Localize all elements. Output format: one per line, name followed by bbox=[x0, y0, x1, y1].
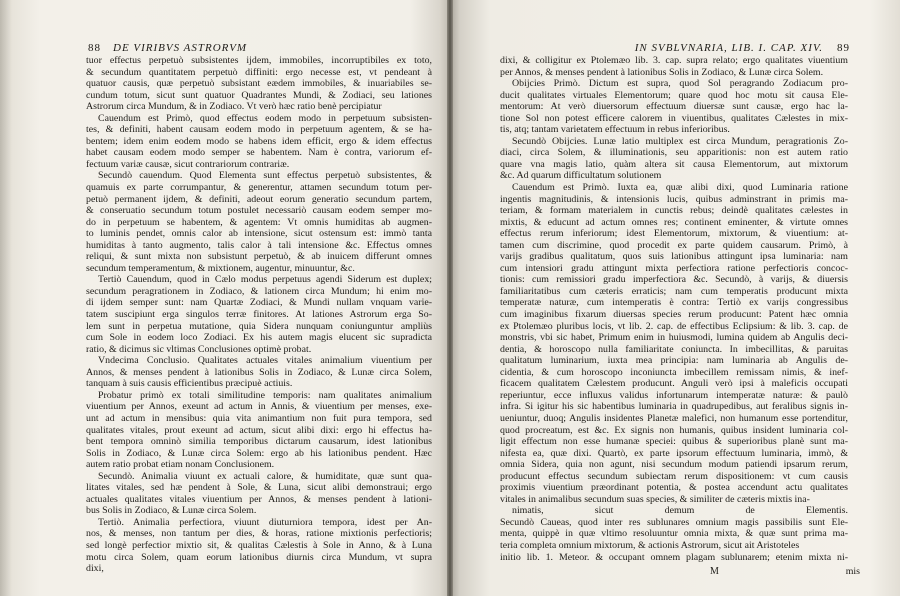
text-line: mixtis, & educunt ad actum omnes res; continent eminenter, & virtute omnes bbox=[500, 216, 848, 228]
text-line: Secundò Caueas, quod inter res sublunares omnium magis passibilis sunt Ele- bbox=[500, 516, 848, 528]
text-line: familiaritatibus cum cæteris erraticis; nam cum temperatis producunt mixta bbox=[500, 285, 848, 297]
text-line: actuales qualitates vitales viuentium per Annos, & menses pendent à lationi- bbox=[86, 493, 432, 505]
text-line: ueniuntur, duoq; Angulis insidentes Planetæ malefici, non humanum esse portenditur, bbox=[500, 412, 848, 424]
text-line: bentem; idem enim eodem modo se habens idem efficit, ergo & idem effectus bbox=[86, 135, 432, 147]
text-line: vitales in animalibus secundum suas species, & similiter de cæteris mixtis ina- bbox=[500, 493, 810, 505]
text-line: dentia, & horoscopo nulla familiaritate coniuncta. In imbecillitas, & paruitas bbox=[500, 343, 848, 355]
text-line: qualitatum luminarium, iuxta mea principia: nam luminaria ab Angulis de- bbox=[500, 355, 848, 367]
text-line: cum Sole in eodem loco Zodiaci. Ex his autem magis elucent sic supradicta bbox=[86, 332, 432, 344]
text-line: &c. Ad quarum difficultatum solutionem bbox=[500, 170, 662, 182]
text-line: litates vitales, sed hæ pendent à Sole, & Luna, sicut alibi demonstraui; ergo bbox=[86, 482, 432, 494]
text-line: sed longè perfectior mixtio sit, & qualitas Cælestis à Sole in Anno, & à Luna bbox=[86, 539, 432, 551]
text-line: Cauendum est Primò, quod effectus eodem modo in perpetuum subsisten- bbox=[98, 112, 432, 124]
text-line: & secundum quantitatem perpetuò diffiniti: ergo necesse est, vt pendeant à bbox=[86, 66, 432, 78]
text-line: tamen cum discrimine, quod procedit ex parte quidem causarum. Primò, à bbox=[500, 239, 848, 251]
text-line: bent tempora omninò similia temporibus dictarum causarum, idest lationibus bbox=[86, 436, 432, 448]
text-line: fectuum variæ causæ, sicut contrariorum contrariæ. bbox=[86, 158, 290, 170]
text-line: quatuor causis, quæ perpetuò subsistant eædem immobiles, & inuariabiles se- bbox=[86, 78, 432, 90]
text-line: monstris, vbi sic habet, Primum enim in huiusmodi, lumina quidem ab Angulis deci- bbox=[500, 332, 848, 344]
text-line: bus Solis in Zodiaco, & Lunæ circa Solem. bbox=[86, 505, 257, 517]
text-line: humiditas à tanto augmento, talis calor à tali intensione &c. Effectus omnes bbox=[86, 239, 432, 251]
text-line: viuentium per Annos, exeunt ad actum in Annis, & viuentium per menses, exe- bbox=[86, 401, 432, 413]
text-line: qualitates vitales, prout exeunt ad actum, sicut alibi dixi: ergo hi effectus ha- bbox=[86, 424, 432, 436]
left-page-text bbox=[86, 55, 432, 575]
text-line: cundum totum, sicut sunt quatuor Quadrantes Mundi, & Zodiaci, seu lationes bbox=[86, 89, 432, 101]
text-line: secundum peragrationem in Zodiaco, & lationem circa Mundum; hi enim mo- bbox=[86, 285, 432, 297]
text-line: ligit effectum non esse humanæ speciei: quibus & superioribus planè sunt ma- bbox=[500, 436, 848, 448]
left-running-title: DE VIRIBVS ASTRORVM bbox=[113, 42, 248, 54]
right-page-text bbox=[500, 55, 848, 563]
text-line: Obijcies Primò. Dictum est supra, quod Sol peragrando Zodiacum pro- bbox=[512, 78, 848, 90]
text-line: autem ratio probat etiam nonam Conclusionem. bbox=[86, 459, 275, 471]
text-line: Cauendum est Primò. Iuxta ea, quæ alibi dixi, quod Luminaria ratione bbox=[512, 182, 848, 194]
text-line: teriam, & formam materialem in cunctis rebus; deindè qualitates cælestes in bbox=[500, 205, 848, 217]
text-line: quare vna magis latio, quàm altera sit causa Elementorum, aut mixtorum bbox=[500, 158, 848, 170]
text-line: Secundò cauendum. Quod Elementa sunt effectus perpetuò subsistentes, & bbox=[98, 170, 432, 182]
text-line: Vndecima Conclusio. Qualitates actuales vitales animalium viuentium per bbox=[98, 355, 432, 367]
text-line: teria completa omnium mixtorum, & actionis Astrorum, sicut ait Aristoteles bbox=[500, 539, 800, 551]
left-page-number: 88 bbox=[88, 42, 101, 54]
text-line: per Annos, & menses pendent à lationibus Solis in Zodiaco, & Lunæ circa Solem. bbox=[500, 66, 824, 78]
text-line: to luminis pendet, omnis calor ab intensione, sicut ostensum est: immò tanta bbox=[86, 228, 432, 240]
text-line: Tertiò Cauendum, quod in Cælo modus perpetuus agendi Siderum est duplex; bbox=[98, 274, 432, 286]
signature-mark: M bbox=[710, 566, 719, 577]
text-line: varijs gradibus qualitatum, quos suis lationibus attingunt ipsa luminaria: nam bbox=[500, 251, 848, 263]
text-line: cum imaginibus fixarum diuersas species rerum producunt: Patent hæc omnia bbox=[500, 309, 848, 321]
text-line: & conseruatio secundum totum postulet necessariò causam eodem semper mo- bbox=[86, 205, 432, 217]
text-line: dixi, & colligitur ex Ptolemæo lib. 3. cap. supra relato; ergo qualitates viuentium bbox=[500, 55, 848, 66]
text-line: initio lib. 1. Meteor. & occupant omnem plagam sublunarem; etenim mixta ni- bbox=[500, 551, 848, 563]
text-line: di ijdem semper sunt: nam Quartæ Zodiaci, & Mundi nullam vnquam varie- bbox=[86, 297, 432, 309]
text-line: unt ad actum in mensibus: quia vita animantium non fuit pura tempora, sed bbox=[86, 412, 432, 424]
text-line: cidentia, & cum horoscopo inconiuncta imbecillem remissam nimis, & inef- bbox=[500, 366, 848, 378]
text-line: reperiuntur, ecce influxus validus infortunarum intemperatæ naturæ: & paulò bbox=[500, 389, 848, 401]
text-line: Secundò Obijcies. Lunæ latio multiplex est circa Mundum, peragrationis Zo- bbox=[512, 135, 848, 147]
text-line: quod procreatum, est &c. Ex signis non humanis, quibus insident luminaria col- bbox=[500, 424, 848, 436]
text-line: do in perpetuum se habentem, & agentem: Vt omnis humiditas ab augmen- bbox=[86, 216, 432, 228]
text-line: motu circa Solem, quam eorum lationibus diurnis circa Mundum, vt supra bbox=[86, 551, 432, 563]
text-line: reliqui, & sunt mixta non subsistunt perpetuò, & ab inuicem differunt omnes bbox=[86, 251, 432, 263]
text-line: producunt effectus secundum subiectam rerum dispositionem: vt cum causis bbox=[500, 470, 848, 482]
text-line: habet causam eodem modo semper se habentem. Nam è contra, variorum ef- bbox=[86, 147, 432, 159]
text-line: dixi, bbox=[86, 563, 104, 575]
book-gutter bbox=[447, 0, 453, 596]
text-line: tuor effectus perpetuò subsistentes ijdem, immobiles, incorruptibiles ex toto, bbox=[86, 55, 432, 66]
text-line: ingentis magnitudinis, & intensionis lucis, quibus adminstrant in primis ma- bbox=[500, 193, 848, 205]
right-catchword: mis bbox=[845, 566, 860, 577]
text-line: Solis in Zodiaco, & Lunæ circa Solem: ergo ab his lationibus pendent. Hæc bbox=[86, 447, 432, 459]
text-line: tis, atq; tantam varietatem effectuum in rebus inferioribus. bbox=[500, 124, 730, 136]
text-line: Astrorum circa Mundum, & in Zodiaco. Vt verò hæc ratio benè percipiatur bbox=[86, 101, 382, 113]
text-line: ficacem qualitatem Cælestem producunt. Anguli verò ipsi à maleficis occupati bbox=[500, 378, 848, 390]
text-line: nimatis, sicut demum de Elementis. bbox=[512, 505, 848, 517]
text-line: cum intensiori gradu attingunt mixta perfectiora ratione perfectioris concoc- bbox=[500, 262, 848, 274]
text-line: Annos, & menses pendent à lationibus Solis in Zodiaco, & Lunæ circa Solem, bbox=[86, 366, 432, 378]
text-line: nifesta ea, quæ dixi. Quartò, ex parte ipsorum effectuum luminaria, immò, & bbox=[500, 447, 848, 459]
left-running-head bbox=[88, 42, 428, 54]
text-line: tes, & definiti, habent causam eodem modo in perpetuum agentem, & se ha- bbox=[86, 124, 432, 136]
text-line: proximis viuentium præordinant potentia, & postea accendunt actu qualitates bbox=[500, 482, 848, 494]
text-line: Tertiò. Animalia perfectiora, viuunt diuturniora tempora, idest per An- bbox=[98, 516, 432, 528]
text-line: tionis: cum remissiori gradu imperfectiora &c. Secundò, à varijs, & diuersis bbox=[500, 274, 848, 286]
text-line: menta, quippè in quæ vltimo resoluuntur omnia mixta, & quæ sunt prima ma- bbox=[500, 528, 848, 540]
text-line: effectus rerum inferiorum; idest Elementorum, mixtorum, & viuentium: at- bbox=[500, 228, 848, 240]
text-line: ratio, & dicimus sic vltimas Conclusiones optimè probat. bbox=[86, 343, 312, 355]
text-line: infra. Si igitur his sic habentibus luminaria in quadrupedibus, aut feralibus signis in- bbox=[500, 401, 848, 413]
text-line: lem sunt in perpetua mutatione, quia Sidera nunquam coniunguntur ampliùs bbox=[86, 320, 432, 332]
text-line: tatem suscipiunt erga singulos terræ finitores. At lationes Astrorum erga So- bbox=[86, 309, 432, 321]
right-page bbox=[450, 0, 900, 596]
text-line: quamuis ex parte corrumpantur, & generentur, attamen secundum totum per- bbox=[86, 182, 432, 194]
right-page-number: 89 bbox=[837, 42, 850, 54]
text-line: diaci, circa Solem, & illuminationis, seu apparitionis: non est autem ratio bbox=[500, 147, 848, 159]
text-line: ex Ptolemæo pluribus locis, vt lib. 2. cap. de effectibus Eclipsium: & lib. 3. cap. de bbox=[500, 320, 848, 332]
text-line: temperatæ naturæ, cum intemperatis è contra: Tertiò ex varijs congressibus bbox=[500, 297, 848, 309]
text-line: ducit qualitates virtuales Elementorum; quare quod hoc motu sit causa Ele- bbox=[500, 89, 848, 101]
text-line: petuò permanent ijdem, & definiti, adeout eorum generatio secundum partem, bbox=[86, 193, 432, 205]
text-line: tione Sol non potest efficere calorem in viuentibus, qualitates Cælestes in mix- bbox=[500, 112, 848, 124]
right-running-title: IN SVBLVNARIA, LIB. I. CAP. XIV. bbox=[634, 42, 823, 54]
text-line: secundum temperamentum, & mixtionem, augentur, minuuntur, &c. bbox=[86, 262, 355, 274]
text-line: nos, & menses, non tantum per dies, & horas, ratione mixtionis perfectioris; bbox=[86, 528, 432, 540]
text-line: Probatur primò ex totali similitudine temporis: nam qualitates animalium bbox=[98, 389, 432, 401]
text-line: omnia Sidera, quia non agunt, nisi secundum modum patiendi ipsarum rerum, bbox=[500, 459, 848, 471]
text-line: tanquam à suis causis efficientibus præcipuè actiuis. bbox=[86, 378, 293, 390]
right-running-head bbox=[498, 42, 850, 54]
text-line: Secundò. Animalia viuunt ex actuali calore, & humiditate, quæ sunt qua- bbox=[98, 470, 432, 482]
text-line: mentorum: At verò diuersorum effectuum diuersæ sunt causæ, ergo hac la- bbox=[500, 101, 848, 113]
